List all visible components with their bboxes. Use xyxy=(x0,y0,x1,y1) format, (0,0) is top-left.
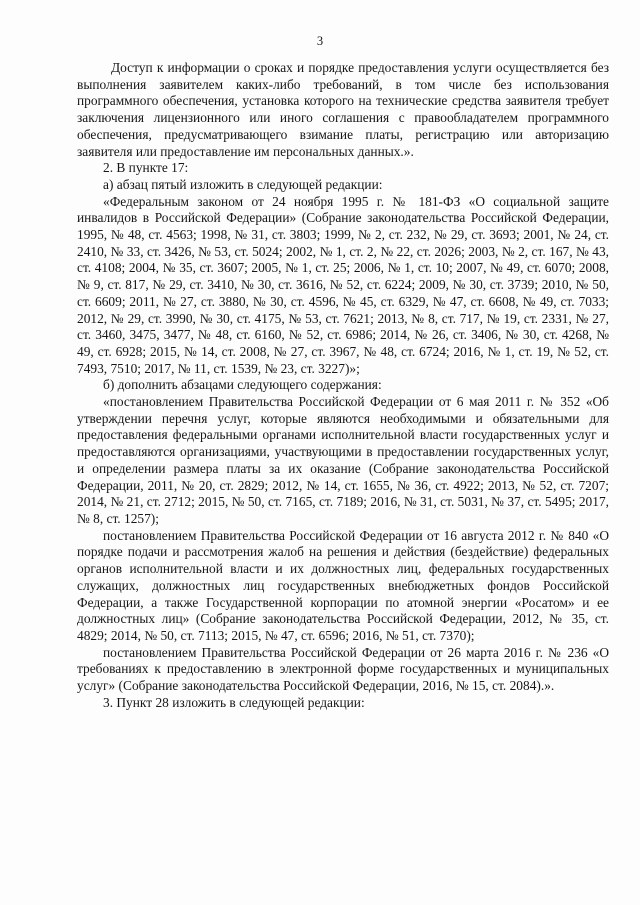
paragraph-item-3: 3. Пункт 28 изложить в следующей редакции: xyxy=(103,694,365,710)
paragraph-access-info: Доступ к информации о сроках и порядке предоставления услуги осуществляется без выполнения заявителем каких-либо требований, в том числе без использования программного обеспечения, установка которого на технические средства заявителя требует заключения лицензионного или иного соглашения с правообладателем программного обеспечения, предусматривающего взимание платы, регистрацию или авторизацию заявителя или предоставление им персональных данных.». xyxy=(77,60,609,159)
paragraph-subitem-b: б) дополнить абзацами следующего содержания: xyxy=(103,377,382,393)
paragraph-resolution-840: постановлением Правительства Российской Федерации от 16 августа 2012 г. № 840 «О порядке подачи и рассмотрения жалоб на решения и действия (бездействие) федеральных органов исполнительной власти и их должностных лиц, федеральных государственных служащих, должностных лиц государственных внебюджетных фондов Российской Федерации, а также Государственной корпорации по атомной энергии «Росатом» и ее должностных лиц» (Собрание законодательства Российской Федерации, 2012, № 35, ст. 4829; 2014, № 50, ст. 7113; 2015, № 47, ст. 6596; 2016, № 51, ст. 7370); xyxy=(77,527,609,643)
paragraph-subitem-a: а) абзац пятый изложить в следующей редакции: xyxy=(103,176,383,192)
paragraph-federal-law: «Федеральным законом от 24 ноября 1995 г. № 181-ФЗ «О социальной защите инвалидов в Российской Федерации» (Собрание законодательства Российской Федерации, 1995, № 48, ст. 4563; 1998, № 31, ст. 3803; 1999, № 2, ст. 232, № 29, ст. 3693; 2001, № 24, ст. 2410, № 33, ст. 3426, № 53, ст. 5024; 2002, № 1, ст. 2, № 22, ст. 2026; 2003, № 2, ст. 167, № 43, ст. 4108; 2004, № 35, ст. 3607; 2005, № 1, ст. 25; 2006, № 1, ст. 10; 2007, № 49, ст. 6070; 2008, № 9, ст. 817, № 29, ст. 3410, № 30, ст. 3616, № 52, ст. 6224; 2009, № 30, ст. 3739; 2010, № 50, ст. 6609; 2011, № 27, ст. 3880, № 30, ст. 4596, № 45, ст. 6329, № 47, ст. 6608, № 49, ст. 7033; 2012, № 29, ст. 3990, № 30, ст. 4175, № 53, ст. 7621; 2013, № 8, ст. 717, № 19, ст. 2331, № 27, ст. 3460, 3475, 3477, № 48, ст. 6160, № 52, ст. 6986; 2014, № 26, ст. 3406, № 30, ст. 4268, № 49, ст. 6928; 2015, № 14, ст. 2008, № 27, ст. 3967, № 48, ст. 6724; 2016, № 1, ст. 19, № 52, ст. 7493, 7510; 2017, № 11, ст. 1539, № 23, ст. 3227)»; xyxy=(77,193,609,376)
paragraph-resolution-236: постановлением Правительства Российской Федерации от 26 марта 2016 г. № 236 «О требованиях к предоставлению в электронной форме государственных и муниципальных услуг» (Собрание законодательства Российской Федерации, 2016, № 15, ст. 2084).». xyxy=(77,644,609,694)
page-number: 3 xyxy=(316,34,324,48)
paragraph-item-2: 2. В пункте 17: xyxy=(103,160,189,176)
paragraph-resolution-352: «постановлением Правительства Российской Федерации от 6 мая 2011 г. № 352 «Об утверждении перечня услуг, которые являются необходимыми и обязательными для предоставления федеральными органами исполнительной власти государственных услуг и предоставляются организациями, участвующими в предоставлении государственных услуг, и определении размера платы за их оказание (Собрание законодательства Российской Федерации, 2011, № 20, ст. 2829; 2012, № 14, ст. 1655, № 36, ст. 4922; 2013, № 52, ст. 7207; 2014, № 21, ст. 2712; 2015, № 50, ст. 7165, ст. 7189; 2016, № 31, ст. 5031, № 37, ст. 5495; 2017, № 8, ст. 1257); xyxy=(77,394,609,526)
document-body xyxy=(77,60,609,711)
